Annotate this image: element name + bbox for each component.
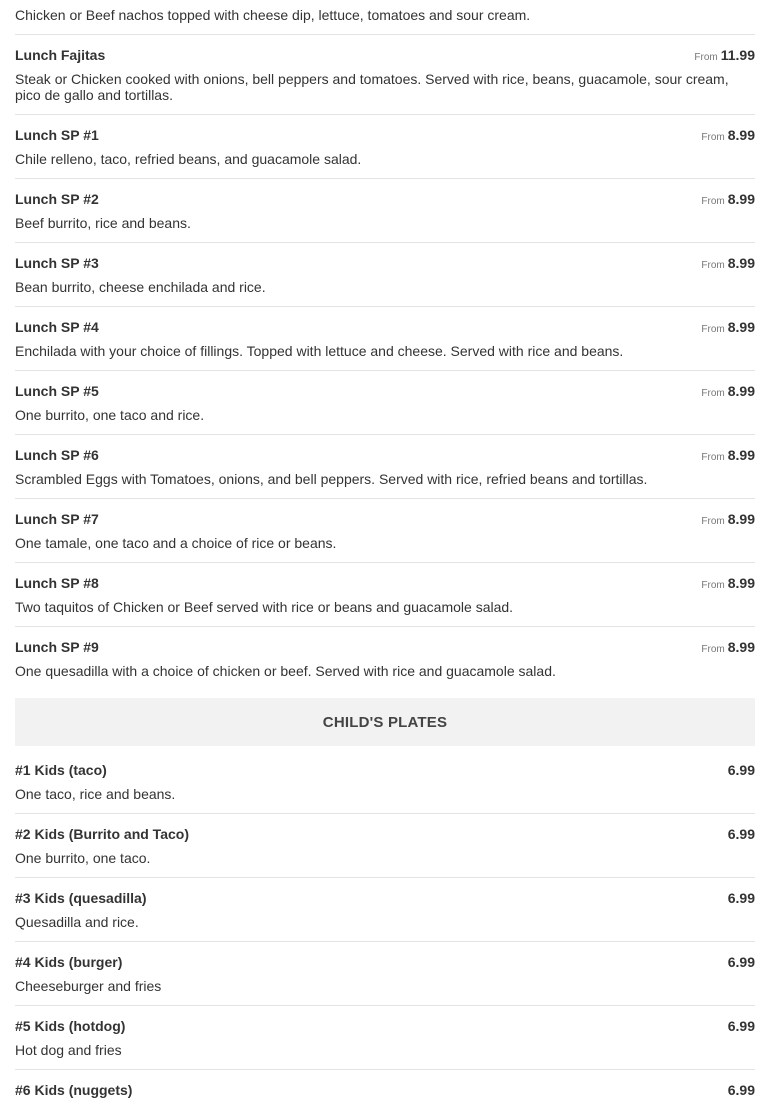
- price-value: 8.99: [727, 575, 755, 591]
- lunch-list: [15, 35, 755, 690]
- menu-item[interactable]: [15, 746, 755, 814]
- item-description: Chile relleno, taco, refried beans, and guacamole salad.: [15, 151, 362, 167]
- menu-item[interactable]: [15, 814, 755, 878]
- price-value: 8.99: [727, 319, 755, 335]
- price-value: 8.99: [727, 255, 755, 271]
- item-description: Steak or Chicken cooked with onions, bell peppers and tomatoes. Served with rice, beans, guacamole, sour cream, pico de gallo and tortillas.: [15, 71, 729, 103]
- item-description: One taco, rice and beans.: [15, 786, 176, 802]
- from-label: From: [701, 644, 725, 655]
- menu-item[interactable]: [15, 435, 755, 499]
- from-label: From: [701, 388, 725, 399]
- item-description: Hot dog and fries: [15, 1042, 122, 1058]
- item-description: Scrambled Eggs with Tomatoes, onions, and bell peppers. Served with rice, refried beans and tortillas.: [15, 471, 648, 487]
- menu-item[interactable]: [15, 307, 755, 371]
- from-label: From: [701, 516, 725, 527]
- from-label: From: [701, 196, 725, 207]
- item-name: Lunch Fajitas: [15, 47, 106, 63]
- item-description: Bean burrito, cheese enchilada and rice.: [15, 279, 266, 295]
- item-price: [701, 319, 755, 337]
- item-name: Lunch SP #7: [15, 511, 99, 527]
- menu-item[interactable]: [15, 179, 755, 243]
- item-price: [701, 639, 755, 657]
- from-label: From: [701, 260, 725, 271]
- price-value: 8.99: [727, 383, 755, 399]
- section-header-childs-plates: CHILD'S PLATES: [15, 698, 755, 746]
- item-description: Enchilada with your choice of fillings. Topped with lettuce and cheese. Served with rice and beans.: [15, 343, 624, 359]
- menu-page: [15, 0, 755, 1110]
- price-value: 8.99: [727, 447, 755, 463]
- from-label: From: [701, 580, 725, 591]
- item-description: Quesadilla and rice.: [15, 914, 139, 930]
- menu-item[interactable]: [15, 563, 755, 627]
- menu-item[interactable]: [15, 1006, 755, 1070]
- item-price: 6.99: [727, 890, 755, 906]
- item-name: Lunch SP #2: [15, 191, 99, 207]
- price-value: 8.99: [727, 191, 755, 207]
- item-name: Lunch SP #8: [15, 575, 99, 591]
- menu-item[interactable]: [15, 627, 755, 690]
- childs-plates-list: [15, 746, 755, 1110]
- item-name: #3 Kids (quesadilla): [15, 890, 147, 906]
- from-label: From: [701, 452, 725, 463]
- item-name: Lunch SP #6: [15, 447, 99, 463]
- item-name: Lunch SP #3: [15, 255, 99, 271]
- previous-item-description: Chicken or Beef nachos topped with cheese dip, lettuce, tomatoes and sour cream.: [15, 0, 755, 35]
- price-value: 8.99: [727, 127, 755, 143]
- price-value: 11.99: [720, 47, 755, 63]
- menu-item[interactable]: [15, 35, 755, 115]
- item-price: [701, 511, 755, 529]
- item-price: [701, 127, 755, 145]
- menu-item[interactable]: [15, 371, 755, 435]
- item-price: [694, 47, 755, 65]
- item-name: Lunch SP #9: [15, 639, 99, 655]
- menu-item[interactable]: [15, 1070, 755, 1110]
- item-description: One burrito, one taco and rice.: [15, 407, 205, 423]
- item-price: [701, 383, 755, 401]
- menu-item[interactable]: [15, 878, 755, 942]
- item-name: Lunch SP #1: [15, 127, 99, 143]
- item-description: One tamale, one taco and a choice of rice or beans.: [15, 535, 337, 551]
- from-label: From: [694, 52, 718, 63]
- item-name: #4 Kids (burger): [15, 954, 123, 970]
- item-price: [701, 575, 755, 593]
- menu-item[interactable]: [15, 942, 755, 1006]
- from-label: From: [701, 132, 725, 143]
- item-price: 6.99: [727, 1018, 755, 1034]
- item-price: 6.99: [727, 826, 755, 842]
- price-value: 8.99: [727, 639, 755, 655]
- item-price: [701, 191, 755, 209]
- item-name: #5 Kids (hotdog): [15, 1018, 126, 1034]
- item-description: Two taquitos of Chicken or Beef served with rice or beans and guacamole salad.: [15, 599, 514, 615]
- item-name: Lunch SP #5: [15, 383, 99, 399]
- item-description: Beef burrito, rice and beans.: [15, 215, 191, 231]
- item-price: [701, 447, 755, 465]
- item-price: [701, 255, 755, 273]
- from-label: From: [701, 324, 725, 335]
- item-price: 6.99: [727, 954, 755, 970]
- menu-item[interactable]: [15, 243, 755, 307]
- item-name: #1 Kids (taco): [15, 762, 107, 778]
- menu-item[interactable]: [15, 115, 755, 179]
- item-name: #6 Kids (nuggets): [15, 1082, 133, 1098]
- item-price: 6.99: [727, 762, 755, 778]
- item-description: One burrito, one taco.: [15, 850, 151, 866]
- item-description: Cheeseburger and fries: [15, 978, 162, 994]
- item-name: #2 Kids (Burrito and Taco): [15, 826, 189, 842]
- item-name: Lunch SP #4: [15, 319, 99, 335]
- menu-item[interactable]: [15, 499, 755, 563]
- item-description: One quesadilla with a choice of chicken or beef. Served with rice and guacamole salad.: [15, 663, 556, 679]
- item-price: 6.99: [727, 1082, 755, 1098]
- price-value: 8.99: [727, 511, 755, 527]
